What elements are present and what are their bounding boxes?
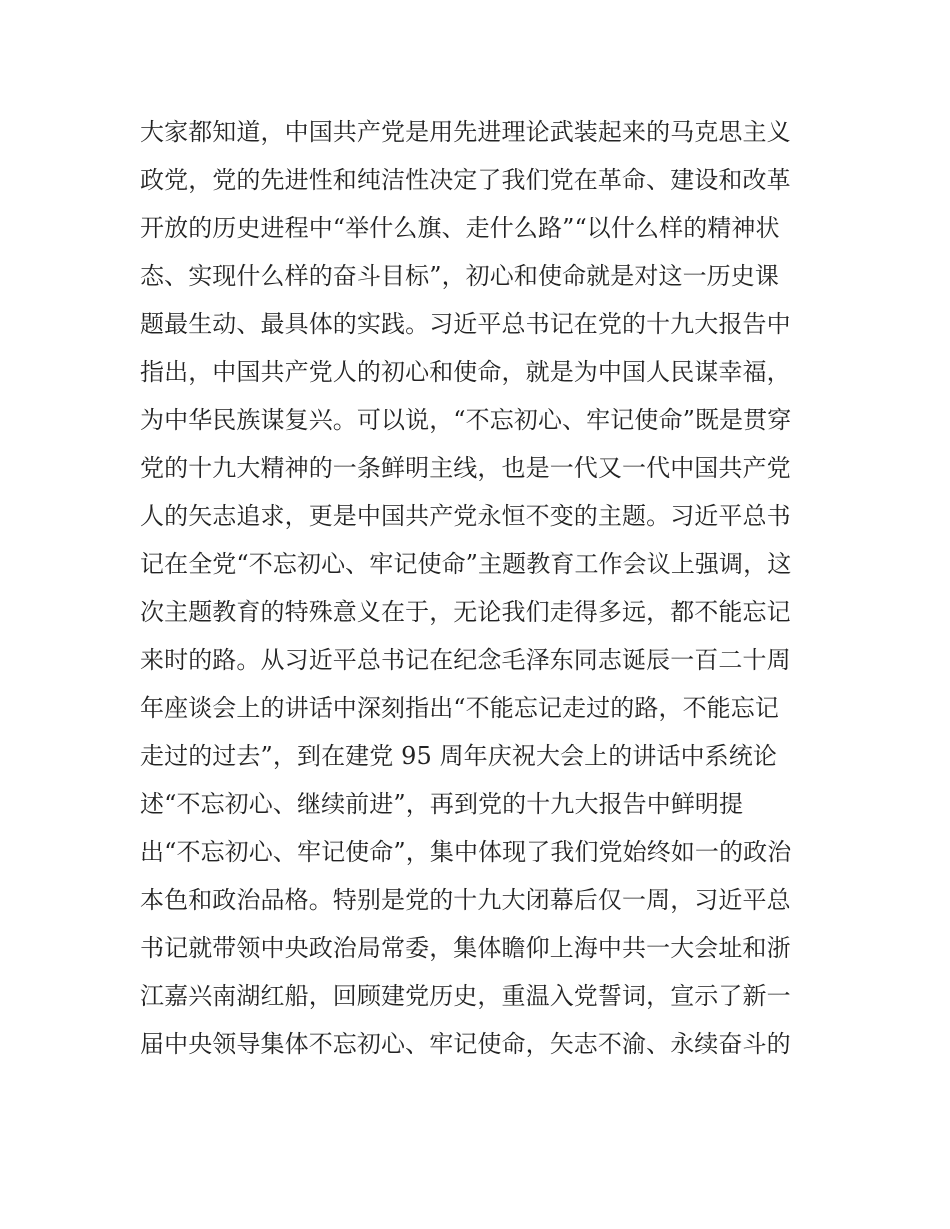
- body-paragraph: [140, 108, 830, 1068]
- text-line: 来时的路。从习近平总书记在纪念毛泽东同志诞辰一百二十周: [140, 646, 791, 674]
- text-line: 述“不忘初心、继续前进”，再到党的十九大报告中鲜明提: [140, 790, 744, 818]
- text-line: 政党，党的先进性和纯洁性决定了我们党在革命、建设和改革: [140, 166, 791, 194]
- text-line: 党的十九大精神的一条鲜明主线，也是一代又一代中国共产党: [140, 454, 791, 482]
- text-line: 题最生动、最具体的实践。习近平总书记在党的十九大报告中: [140, 310, 791, 338]
- text-line: 大家都知道，中国共产党是用先进理论武装起来的马克思主义: [140, 118, 791, 146]
- text-line: 开放的历史进程中“举什么旗、走什么路”“以什么样的精神状: [140, 214, 780, 242]
- text-line: 江嘉兴南湖红船，回顾建党历史，重温入党誓词，宣示了新一: [140, 982, 791, 1010]
- text-line: 人的矢志追求，更是中国共产党永恒不变的主题。习近平总书: [140, 502, 791, 530]
- text-line: 出“不忘初心、牢记使命”，集中体现了我们党始终如一的政治: [140, 838, 792, 866]
- text-line: 记在全党“不忘初心、牢记使命”主题教育工作会议上强调，这: [140, 550, 792, 578]
- text-line: 本色和政治品格。特别是党的十九大闭幕后仅一周，习近平总: [140, 886, 791, 914]
- text-line: 态、实现什么样的奋斗目标”，初心和使命就是对这一历史课: [140, 262, 779, 290]
- text-line: 次主题教育的特殊意义在于，无论我们走得多远，都不能忘记: [140, 598, 791, 626]
- text-line: 指出，中国共产党人的初心和使命，就是为中国人民谋幸福，: [140, 358, 791, 386]
- text-line: 为中华民族谋复兴。可以说，“不忘初心、牢记使命”既是贯穿: [140, 406, 792, 434]
- text-line: 书记就带领中央政治局常委，集体瞻仰上海中共一大会址和浙: [140, 934, 791, 962]
- text-line: 走过的过去”，到在建党 95 周年庆祝大会上的讲话中系统论: [140, 742, 777, 770]
- text-line: 年座谈会上的讲话中深刻指出“不能忘记走过的路，不能忘记: [140, 694, 779, 722]
- text-line: 届中央领导集体不忘初心、牢记使命，矢志不渝、永续奋斗的: [140, 1030, 791, 1058]
